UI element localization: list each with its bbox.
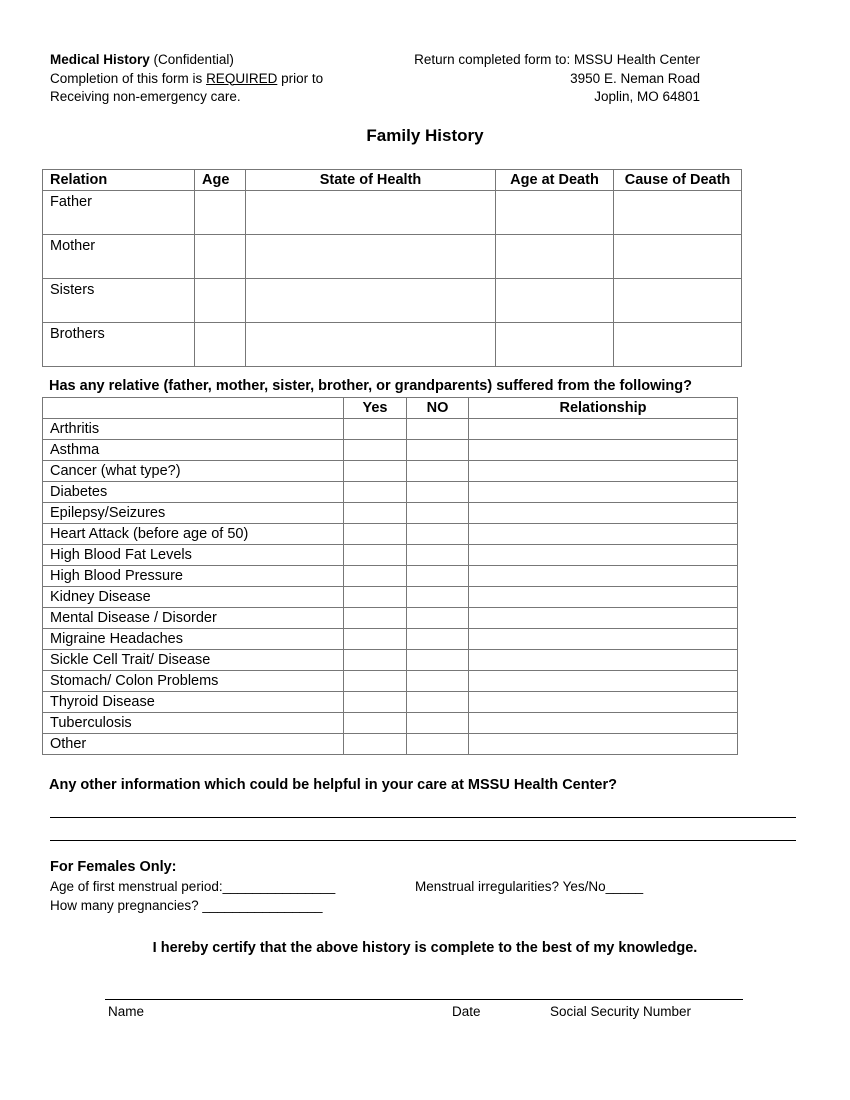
age-at-death-cell[interactable]: [496, 279, 614, 323]
header-relation: Relation: [43, 170, 195, 191]
condition-row: [43, 440, 738, 461]
yes-cell[interactable]: [344, 419, 407, 440]
condition-row: [43, 482, 738, 503]
conditions-table: [42, 397, 738, 755]
city-state-zip: Joplin, MO 64801: [594, 89, 700, 104]
no-cell[interactable]: [407, 734, 469, 755]
no-cell[interactable]: [407, 629, 469, 650]
condition-label: Thyroid Disease: [43, 692, 344, 713]
state-of-health-cell[interactable]: [246, 235, 496, 279]
family-table-body: [43, 191, 742, 367]
family-row-mother: [43, 235, 742, 279]
name-label: Name: [108, 1004, 145, 1019]
relationship-cell[interactable]: [469, 524, 738, 545]
condition-label: Mental Disease / Disorder: [43, 608, 344, 629]
yes-cell[interactable]: [344, 692, 407, 713]
return-address: [414, 51, 700, 107]
family-row-brothers: [43, 323, 742, 367]
condition-row: [43, 503, 738, 524]
condition-row: [43, 629, 738, 650]
required-note-post: prior to: [277, 70, 324, 86]
required-note-pre: Completion of this form is: [50, 70, 207, 86]
condition-row: [43, 650, 738, 671]
yes-cell[interactable]: [344, 566, 407, 587]
condition-label: Heart Attack (before age of 50): [43, 524, 344, 545]
cause-of-death-cell[interactable]: [614, 279, 742, 323]
no-cell[interactable]: [407, 482, 469, 503]
condition-row: [43, 419, 738, 440]
condition-row: [43, 608, 738, 629]
age-cell[interactable]: [195, 191, 246, 235]
state-of-health-cell[interactable]: [246, 279, 496, 323]
other-info-question: Any other information which could be helpful in your care at MSSU Health Center?: [49, 777, 617, 793]
no-cell[interactable]: [407, 587, 469, 608]
relationship-cell[interactable]: [469, 482, 738, 503]
family-row-sisters: [43, 279, 742, 323]
yes-cell[interactable]: [344, 734, 407, 755]
no-cell[interactable]: [407, 545, 469, 566]
header-condition: [43, 398, 344, 419]
yes-cell[interactable]: [344, 482, 407, 503]
other-info-line-2[interactable]: [50, 840, 796, 841]
condition-label: Asthma: [43, 440, 344, 461]
header-yes: Yes: [344, 398, 407, 419]
yes-cell[interactable]: [344, 461, 407, 482]
condition-row: [43, 566, 738, 587]
header-left: [50, 51, 323, 107]
condition-label: High Blood Fat Levels: [43, 545, 344, 566]
no-cell[interactable]: [407, 524, 469, 545]
yes-cell[interactable]: [344, 545, 407, 566]
relationship-cell[interactable]: [469, 692, 738, 713]
condition-label: Cancer (what type?): [43, 461, 344, 482]
relation-label: Sisters: [43, 279, 195, 323]
relationship-cell[interactable]: [469, 650, 738, 671]
state-of-health-cell[interactable]: [246, 323, 496, 367]
age-cell[interactable]: [195, 323, 246, 367]
first-period-field[interactable]: Age of first menstrual period:_______________: [50, 879, 336, 894]
condition-label: Other: [43, 734, 344, 755]
relationship-cell[interactable]: [469, 545, 738, 566]
street-address: 3950 E. Neman Road: [570, 70, 700, 86]
cause-of-death-cell[interactable]: [614, 191, 742, 235]
cause-of-death-cell[interactable]: [614, 235, 742, 279]
section-title: Family History: [366, 126, 484, 145]
yes-cell[interactable]: [344, 608, 407, 629]
header-age: Age: [195, 170, 246, 191]
relationship-cell[interactable]: [469, 629, 738, 650]
state-of-health-cell[interactable]: [246, 191, 496, 235]
no-cell[interactable]: [407, 503, 469, 524]
condition-row: [43, 692, 738, 713]
condition-row: [43, 461, 738, 482]
yes-cell[interactable]: [344, 503, 407, 524]
yes-cell[interactable]: [344, 587, 407, 608]
relatives-question: Has any relative (father, mother, sister, brother, or grandparents) suffered from the following?: [49, 378, 692, 394]
family-row-father: [43, 191, 742, 235]
condition-label: Tuberculosis: [43, 713, 344, 734]
age-cell[interactable]: [195, 235, 246, 279]
condition-label: Stomach/ Colon Problems: [43, 671, 344, 692]
condition-label: Migraine Headaches: [43, 629, 344, 650]
yes-cell[interactable]: [344, 713, 407, 734]
header-cause-of-death: Cause of Death: [614, 170, 742, 191]
relationship-cell[interactable]: [469, 587, 738, 608]
no-cell[interactable]: [407, 692, 469, 713]
relationship-cell[interactable]: [469, 566, 738, 587]
header-no: NO: [407, 398, 469, 419]
condition-row: [43, 524, 738, 545]
header-relationship: Relationship: [469, 398, 738, 419]
no-cell[interactable]: [407, 608, 469, 629]
condition-row: [43, 545, 738, 566]
pregnancies-field[interactable]: How many pregnancies? ________________: [50, 898, 323, 913]
irregularities-field[interactable]: Menstrual irregularities? Yes/No_____: [415, 879, 644, 894]
age-at-death-cell[interactable]: [496, 235, 614, 279]
family-table: [42, 169, 742, 367]
ssn-label: Social Security Number: [550, 1004, 692, 1019]
condition-label: Kidney Disease: [43, 587, 344, 608]
date-label: Date: [452, 1004, 481, 1019]
return-to: Return completed form to: MSSU Health Center: [414, 52, 700, 67]
relationship-cell[interactable]: [469, 419, 738, 440]
condition-row: [43, 587, 738, 608]
females-only-title: For Females Only:: [50, 859, 177, 875]
no-cell[interactable]: [407, 713, 469, 734]
no-cell[interactable]: [407, 440, 469, 461]
no-cell[interactable]: [407, 566, 469, 587]
required-note-line3: Receiving non-emergency care.: [50, 89, 241, 104]
yes-cell[interactable]: [344, 650, 407, 671]
relation-label: Brothers: [43, 323, 195, 367]
age-at-death-cell[interactable]: [496, 191, 614, 235]
yes-cell[interactable]: [344, 440, 407, 461]
yes-cell[interactable]: [344, 629, 407, 650]
relationship-cell[interactable]: [469, 608, 738, 629]
condition-label: Diabetes: [43, 482, 344, 503]
confidential-note: (Confidential): [149, 52, 234, 67]
relationship-cell[interactable]: [469, 713, 738, 734]
signature-line[interactable]: [105, 999, 743, 1000]
age-cell[interactable]: [195, 279, 246, 323]
conditions-table-body: [43, 419, 738, 755]
condition-label: Epilepsy/Seizures: [43, 503, 344, 524]
required-word: REQUIRED: [206, 70, 278, 86]
condition-row: [43, 713, 738, 734]
yes-cell[interactable]: [344, 524, 407, 545]
no-cell[interactable]: [407, 419, 469, 440]
no-cell[interactable]: [407, 650, 469, 671]
relationship-cell[interactable]: [469, 671, 738, 692]
yes-cell[interactable]: [344, 671, 407, 692]
certification-statement: I hereby certify that the above history is complete to the best of my knowledge.: [152, 940, 698, 956]
cause-of-death-cell[interactable]: [614, 323, 742, 367]
relation-label: Father: [43, 191, 195, 235]
other-info-line-1[interactable]: [50, 817, 796, 818]
condition-row: [43, 734, 738, 755]
header-age-at-death: Age at Death: [496, 170, 614, 191]
condition-label: Sickle Cell Trait/ Disease: [43, 650, 344, 671]
header-state-of-health: State of Health: [246, 170, 496, 191]
form-title: Medical History: [50, 52, 150, 67]
condition-row: [43, 671, 738, 692]
relationship-cell[interactable]: [469, 440, 738, 461]
relationship-cell[interactable]: [469, 461, 738, 482]
relationship-cell[interactable]: [469, 734, 738, 755]
no-cell[interactable]: [407, 461, 469, 482]
condition-label: Arthritis: [43, 419, 344, 440]
relationship-cell[interactable]: [469, 503, 738, 524]
condition-label: High Blood Pressure: [43, 566, 344, 587]
no-cell[interactable]: [407, 671, 469, 692]
age-at-death-cell[interactable]: [496, 323, 614, 367]
relation-label: Mother: [43, 235, 195, 279]
